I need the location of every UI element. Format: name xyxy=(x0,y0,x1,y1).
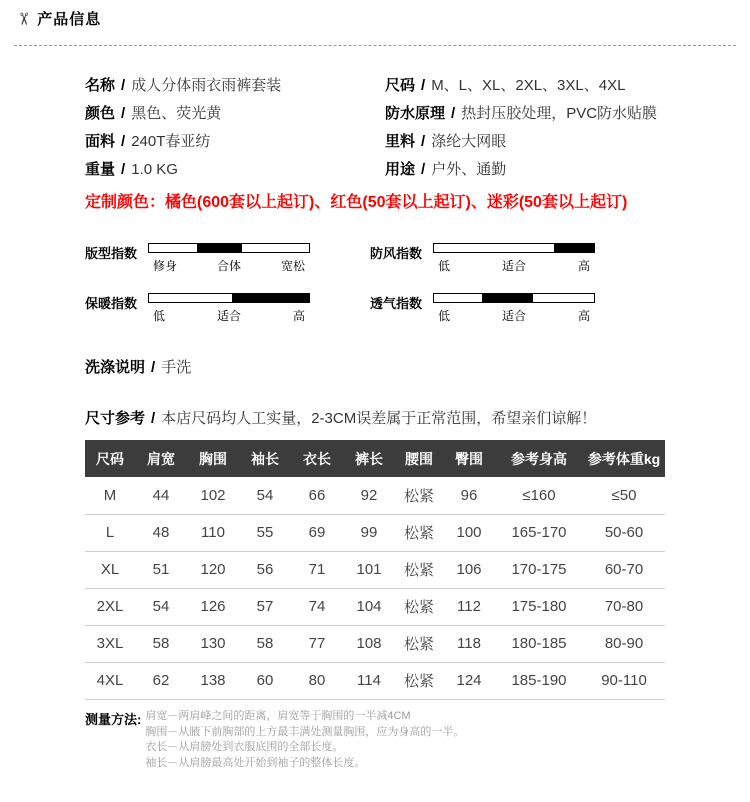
tick-label: 合体 xyxy=(216,259,241,273)
table-row xyxy=(85,551,665,588)
table-cell: 96 xyxy=(443,477,495,514)
table-cell: 69 xyxy=(291,514,343,551)
table-cell: 126 xyxy=(187,588,239,625)
table-cell: 74 xyxy=(291,588,343,625)
size-table-body xyxy=(85,477,665,699)
size-table-header-cell: 尺码 xyxy=(85,440,135,477)
index-bar-fill xyxy=(482,294,533,302)
spec-separator: / xyxy=(421,160,426,178)
index-ticks xyxy=(433,257,595,274)
spec-label: 里料 xyxy=(385,132,416,150)
size-table-header-cell: 参考身高 xyxy=(495,440,583,477)
table-cell: 99 xyxy=(343,514,395,551)
size-reference-note: 本店尺码均人工实量，2-3CM误差属于正常范围，希望亲们谅解！ xyxy=(161,410,597,427)
table-cell: ≤50 xyxy=(583,477,665,514)
spec-row-weight xyxy=(85,158,385,179)
table-cell: 77 xyxy=(291,625,343,662)
table-cell: 102 xyxy=(187,477,239,514)
size-table-header-cell: 衣长 xyxy=(291,440,343,477)
index-label: 版型指数 xyxy=(85,246,138,261)
table-cell: 松紧 xyxy=(395,625,443,662)
table-cell: 104 xyxy=(343,588,395,625)
tick-label: 适合 xyxy=(501,259,526,273)
index-bar-fill xyxy=(197,244,242,252)
table-cell: 松紧 xyxy=(395,514,443,551)
table-cell: 118 xyxy=(443,625,495,662)
tick-label: 低 xyxy=(438,309,451,323)
spec-label: 名称 xyxy=(85,76,116,94)
size-table-header-cell: 袖长 xyxy=(239,440,291,477)
table-cell: M xyxy=(85,477,135,514)
table-cell: 60 xyxy=(239,662,291,699)
table-cell: 55 xyxy=(239,514,291,551)
tick-label: 高 xyxy=(577,309,590,323)
table-cell: 175-180 xyxy=(495,588,583,625)
table-row xyxy=(85,588,665,625)
spec-row-lining xyxy=(385,130,705,151)
measurement-line: 袖长－从肩膀最高处开始到袖子的整体长度。 xyxy=(145,756,366,769)
table-cell: 70-80 xyxy=(583,588,665,625)
table-cell: 80 xyxy=(291,662,343,699)
spec-label: 颜色 xyxy=(85,104,116,122)
spec-separator: / xyxy=(121,132,126,150)
index-label: 防风指数 xyxy=(370,246,423,261)
spec-value: 热封压胶处理，PVC防水贴膜 xyxy=(461,104,658,122)
table-cell: 2XL xyxy=(85,588,135,625)
size-table-header-cell: 胸围 xyxy=(187,440,239,477)
spec-row-color xyxy=(85,102,385,123)
washing-instructions-row xyxy=(85,356,191,377)
spec-row-usage xyxy=(385,158,705,179)
table-cell: XL xyxy=(85,551,135,588)
table-row xyxy=(85,477,665,514)
spec-separator: / xyxy=(451,104,456,122)
spec-separator: / xyxy=(151,410,156,427)
tick-label: 适合 xyxy=(216,309,241,323)
size-reference-row xyxy=(85,407,596,428)
spec-label: 重量 xyxy=(85,160,116,178)
table-cell: 58 xyxy=(239,625,291,662)
spec-separator: / xyxy=(121,160,126,178)
table-cell: 100 xyxy=(443,514,495,551)
table-cell: 90-110 xyxy=(583,662,665,699)
index-ticks xyxy=(433,307,595,324)
size-table-header-cell: 腰围 xyxy=(395,440,443,477)
breathability-index-meter xyxy=(370,293,595,343)
spec-row-waterproof xyxy=(385,102,705,123)
index-label: 保暖指数 xyxy=(85,296,138,311)
spec-separator: / xyxy=(421,76,426,94)
table-cell: 124 xyxy=(443,662,495,699)
size-reference-label: 尺寸参考 xyxy=(85,410,146,427)
windproof-index-meter xyxy=(370,243,595,293)
size-table-header-row xyxy=(85,440,665,477)
measurement-methods xyxy=(85,709,464,771)
table-cell: 58 xyxy=(135,625,187,662)
table-cell: 110 xyxy=(187,514,239,551)
tick-label: 低 xyxy=(153,309,166,323)
table-cell: L xyxy=(85,514,135,551)
spec-value: 户外、通勤 xyxy=(431,160,507,178)
table-cell: 114 xyxy=(343,662,395,699)
measurement-line: 肩宽－两肩峰之间的距离，肩宽等于胸围的一半减4CM xyxy=(145,710,411,722)
index-bar-fill xyxy=(554,244,594,252)
spec-row-fabric xyxy=(85,130,385,151)
table-cell: 54 xyxy=(239,477,291,514)
custom-color-label: 定制颜色： xyxy=(85,194,166,211)
spec-label: 防水原理 xyxy=(385,104,446,122)
table-cell: 80-90 xyxy=(583,625,665,662)
table-cell: 44 xyxy=(135,477,187,514)
table-cell: 92 xyxy=(343,477,395,514)
table-cell: 松紧 xyxy=(395,588,443,625)
table-cell: 130 xyxy=(187,625,239,662)
spec-value: 240T春亚纺 xyxy=(131,132,211,150)
tick-label: 高 xyxy=(292,309,305,323)
index-meter-grid xyxy=(85,243,595,343)
table-cell: 101 xyxy=(343,551,395,588)
index-bar xyxy=(148,243,310,253)
table-cell: 170-175 xyxy=(495,551,583,588)
tick-label: 宽松 xyxy=(280,259,305,273)
table-cell: 106 xyxy=(443,551,495,588)
tick-label: 适合 xyxy=(501,309,526,323)
table-cell: 60-70 xyxy=(583,551,665,588)
table-cell: 50-60 xyxy=(583,514,665,551)
table-cell: 66 xyxy=(291,477,343,514)
scissors-icon: ✂ xyxy=(14,11,34,26)
table-cell: 4XL xyxy=(85,662,135,699)
size-table-header-cell: 参考体重kg xyxy=(583,440,665,477)
table-cell: 57 xyxy=(239,588,291,625)
spec-separator: / xyxy=(121,104,126,122)
spec-value: M、L、XL、2XL、3XL、4XL xyxy=(431,76,626,94)
table-cell: 71 xyxy=(291,551,343,588)
washing-label: 洗涤说明 xyxy=(85,359,146,376)
spec-separator: / xyxy=(421,132,426,150)
spec-label: 用途 xyxy=(385,160,416,178)
index-ticks xyxy=(148,257,310,274)
size-table-header-cell: 肩宽 xyxy=(135,440,187,477)
product-spec-grid xyxy=(85,70,705,182)
table-cell: 185-190 xyxy=(495,662,583,699)
tick-label: 低 xyxy=(438,259,451,273)
table-cell: 松紧 xyxy=(395,477,443,514)
table-row xyxy=(85,662,665,699)
washing-value: 手洗 xyxy=(161,359,192,376)
measurement-line: 胸围－从腋下前胸部的上方最丰满处测量胸围，应为身高的一半。 xyxy=(145,725,465,738)
table-cell: 51 xyxy=(135,551,187,588)
spec-value: 1.0 KG xyxy=(131,160,178,178)
table-cell: 112 xyxy=(443,588,495,625)
index-bar xyxy=(433,293,595,303)
fit-index-meter xyxy=(85,243,370,293)
table-cell: ≤160 xyxy=(495,477,583,514)
spec-label: 面料 xyxy=(85,132,116,150)
tick-label: 高 xyxy=(577,259,590,273)
index-bar xyxy=(433,243,595,253)
spec-separator: / xyxy=(151,359,156,376)
page-header xyxy=(16,8,101,29)
dashed-cut-line xyxy=(14,45,736,46)
spec-value: 涤纶大网眼 xyxy=(431,132,507,150)
measurement-line: 衣长－从肩膀处到衣服底围的全部长度。 xyxy=(145,741,344,753)
table-cell: 3XL xyxy=(85,625,135,662)
table-cell: 松紧 xyxy=(395,662,443,699)
spec-value: 成人分体雨衣雨裤套装 xyxy=(131,76,282,94)
spec-row-size xyxy=(385,74,705,95)
table-cell: 108 xyxy=(343,625,395,662)
index-bar xyxy=(148,293,310,303)
spec-row-name xyxy=(85,74,385,95)
table-cell: 165-170 xyxy=(495,514,583,551)
table-row xyxy=(85,625,665,662)
index-label: 透气指数 xyxy=(370,296,423,311)
tick-label: 修身 xyxy=(153,259,178,273)
table-cell: 138 xyxy=(187,662,239,699)
size-table-header-cell: 裤长 xyxy=(343,440,395,477)
table-cell: 56 xyxy=(239,551,291,588)
spec-separator: / xyxy=(121,76,126,94)
spec-value: 黑色、荧光黄 xyxy=(131,104,222,122)
measurement-lines xyxy=(145,709,464,771)
size-table-header-cell: 臀围 xyxy=(443,440,495,477)
custom-color-value: 橘色(600套以上起订)、红色(50套以上起订)、迷彩(50套以上起订) xyxy=(165,194,628,211)
size-table xyxy=(85,440,665,700)
table-row xyxy=(85,514,665,551)
table-cell: 180-185 xyxy=(495,625,583,662)
table-cell: 120 xyxy=(187,551,239,588)
warmth-index-meter xyxy=(85,293,370,343)
table-cell: 54 xyxy=(135,588,187,625)
table-cell: 48 xyxy=(135,514,187,551)
table-cell: 62 xyxy=(135,662,187,699)
spec-label: 尺码 xyxy=(385,76,416,94)
table-cell: 松紧 xyxy=(395,551,443,588)
measurement-label: 测量方法: xyxy=(85,712,142,727)
page-title: 产品信息 xyxy=(37,11,102,28)
index-bar-fill xyxy=(232,294,309,302)
custom-color-note xyxy=(85,189,627,212)
index-ticks xyxy=(148,307,310,324)
